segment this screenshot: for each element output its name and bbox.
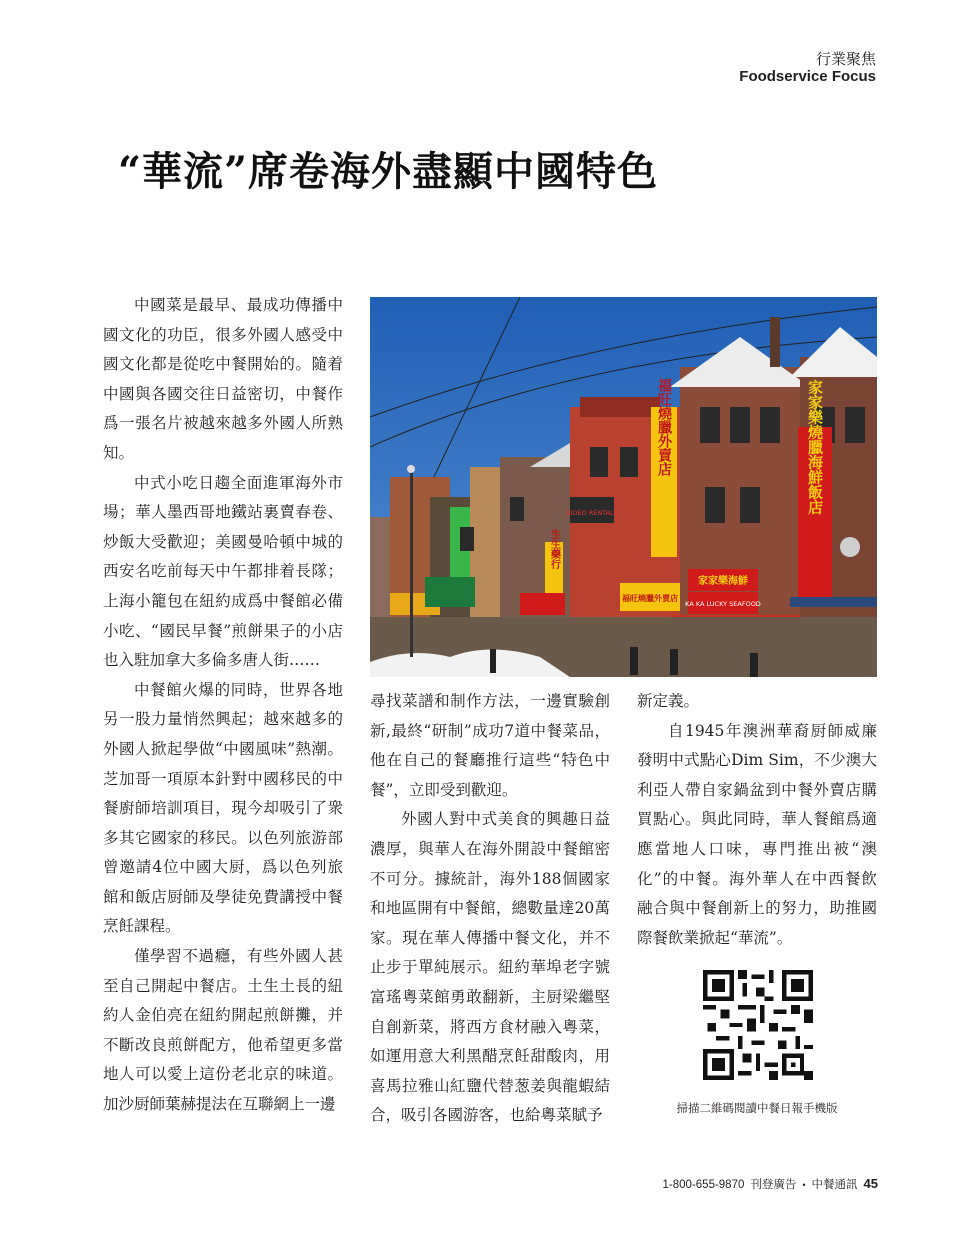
page-number: 45 <box>863 1176 878 1191</box>
sign-text: KA KA LUCKY SEAFOOD <box>685 600 761 608</box>
sign-text: 家家樂燒臘海鮮飯店 <box>806 379 824 515</box>
sign-text: 生生藥行 <box>548 529 560 569</box>
section-label-en: Foodservice Focus <box>739 68 876 85</box>
footer-news: 中餐通訊 <box>811 1179 858 1191</box>
paragraph: 中式小吃日趨全面進軍海外市場；華人墨西哥地鐵站裏賣春卷、炒飯大受歡迎；美國曼哈頓中城的西安名吃前每天中午都排着長隊；上海小籠包在紐約成爲中餐館必備小吃、“國民早餐”煎餅果子的小店也入駐加拿大多倫多唐人街…… <box>103 473 343 670</box>
sign-text: 福旺燒臘外賣店 <box>622 594 678 603</box>
paragraph: 中國菜是最早、最成功傳播中國文化的功臣，很多外國人感受中國文化都是從吃中餐開始的。隨着中國與各國交往日益密切，中餐作爲一張名片被越來越多外國人所熟知。 <box>103 296 343 462</box>
paragraph: 新定義。 <box>637 692 700 710</box>
article-column-3 <box>637 687 877 953</box>
sign-text: 家家樂海鮮 <box>698 576 748 587</box>
article-column-1 <box>103 291 343 1120</box>
section-label-cn: 行業聚焦 <box>815 50 876 68</box>
paragraph: 僅學習不過癮，有些外國人甚至自己開起中餐店。土生土長的紐約人金伯亮在紐約開起煎餅攤，并不斷改良煎餅配方，他希望更多當地人可以愛上這份老北京的味道。加沙厨師葉赫提法在互聯網上一邊 <box>103 947 343 1114</box>
sign-text: VIDEO RENTALS <box>566 509 618 517</box>
qr-caption: 掃描二維碼閱讀中餐日報手機版 <box>676 1101 838 1115</box>
paragraph: 中餐館火爆的同時，世界各地另一股力量悄然興起；越來越多的外國人掀起學做“中國風味”熱潮。芝加哥一項原本針對中國移民的中餐廚師培訓項目，現今却吸引了衆多其它國家的移民。以色列旅游部曾邀請4位中國大厨，爲以色列旅館和飯店厨師及學徒免費講授中餐烹飪課程。 <box>103 680 343 936</box>
paragraph: 外國人對中式美食的興趣日益濃厚，與華人在海外開設中餐館密不可分。據統計，海外188個國家和地區開有中餐館，總數量達20萬家。現在華人傳播中餐文化，并不止步于單純展示。紐約華埠老字號富瑤粵菜館勇敢翻新，主厨梁繼堅自創新菜，將西方食材融入粵菜，如運用意大利黑醋烹飪甜酸肉，用喜馬拉雅山紅鹽代替葱姜與龍蝦結合，吸引各國游客，也給粵菜賦予 <box>370 810 610 1125</box>
paragraph: 尋找菜譜和制作方法，一邊實驗創新,最終“研制”成功7道中餐菜品，他在自己的餐廳推行這些“特色中餐”，立即受到歡迎。 <box>370 692 610 799</box>
paragraph: 自1945年澳洲華裔厨師威廉發明中式點心Dim Sim，不少澳大利亞人帶自家鍋盆到中餐外賣店購買點心。與此同時，華人餐館爲適應當地人口味，專門推出被“澳化”的中餐。海外華人在中西餐飲融合與中餐創新上的努力，助推國際餐飲業掀起“華流”。 <box>637 721 877 947</box>
article-title: “華流”席卷海外盡顯中國特色 <box>118 148 659 195</box>
qr-code <box>703 970 813 1080</box>
sign-text: 福旺燒臘外賣店 <box>656 378 672 476</box>
page-footer <box>663 1176 878 1192</box>
footer-dot: • <box>802 1180 806 1190</box>
chinatown-street-photo <box>370 297 877 677</box>
footer-phone: 1-800-655-9870 <box>662 1179 745 1191</box>
footer-ads: 刊登廣告 <box>750 1179 797 1191</box>
article-column-2 <box>370 687 610 1131</box>
